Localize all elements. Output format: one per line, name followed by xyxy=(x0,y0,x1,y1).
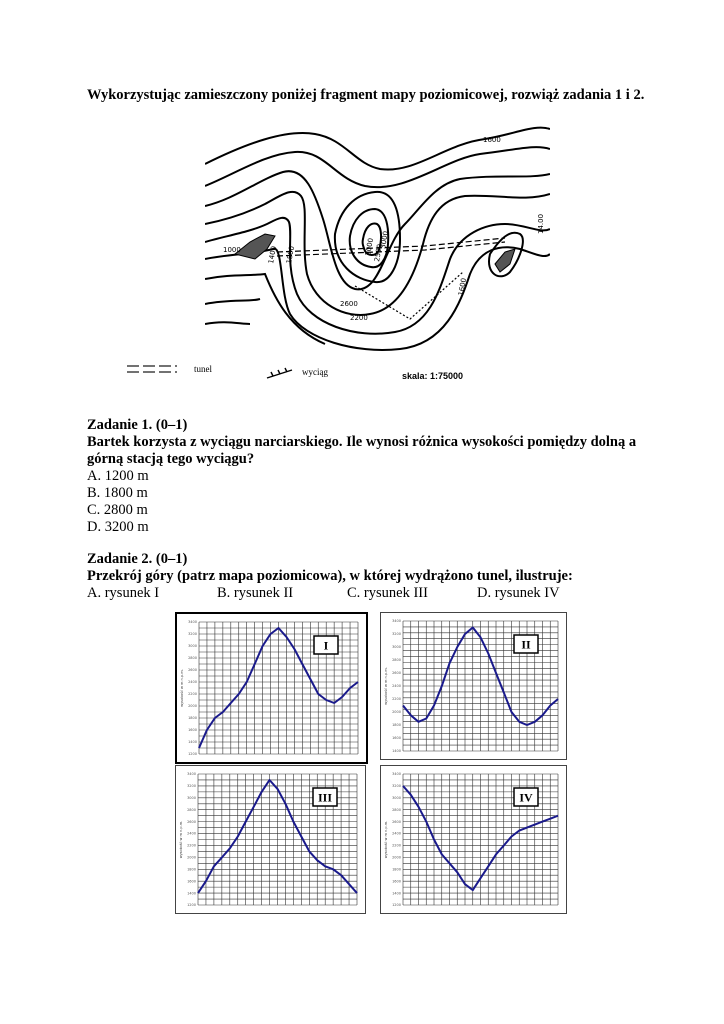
task-1-option-b[interactable]: B. 1800 m xyxy=(87,485,148,501)
task-2-option-c[interactable]: C. rysunek III xyxy=(347,585,428,601)
legend-tunnel: tunel xyxy=(194,364,212,374)
y-tick-label: 3400 xyxy=(188,620,197,625)
y-tick-label: 1600 xyxy=(392,879,401,884)
task-2-options xyxy=(87,585,667,602)
y-tick-label: 1400 xyxy=(392,891,401,896)
y-tick-label: 2200 xyxy=(187,843,196,848)
y-tick-label: 2200 xyxy=(188,692,197,697)
y-tick-label: 3000 xyxy=(392,645,401,650)
contour-label: 2600 xyxy=(340,300,358,308)
y-tick-label: 3200 xyxy=(187,784,196,789)
y-tick-label: 2000 xyxy=(187,855,196,860)
y-tick-label: 3000 xyxy=(392,796,401,801)
y-tick-label: 1800 xyxy=(187,867,196,872)
task-1-option-d[interactable]: D. 3200 m xyxy=(87,519,149,535)
y-tick-label: 1600 xyxy=(392,736,401,741)
y-tick-label: 2600 xyxy=(188,668,197,673)
task-2-option-b[interactable]: B. rysunek II xyxy=(217,585,294,601)
y-tick-label: 3000 xyxy=(187,796,196,801)
profile-chart-4 xyxy=(380,765,567,914)
task-2-heading: Zadanie 2. (0–1) xyxy=(87,551,188,567)
y-tick-label: 1600 xyxy=(188,728,197,733)
task-1-heading: Zadanie 1. (0–1) xyxy=(87,417,188,433)
legend-scale: skala: 1:75000 xyxy=(402,371,464,381)
contour-label: 3000 xyxy=(379,230,391,250)
chart-label: I xyxy=(323,638,329,653)
y-tick-label: 3400 xyxy=(392,772,401,777)
profile-chart-3 xyxy=(175,765,366,914)
y-tick-label: 1400 xyxy=(392,749,401,754)
task-1-option-c[interactable]: C. 2800 m xyxy=(87,502,148,518)
task-2-question: Przekrój góry (patrz mapa poziomicowa), w której wydrążono tunel, ilustruje: xyxy=(87,568,573,584)
contour-label: 1600 xyxy=(457,277,469,297)
y-tick-label: 1800 xyxy=(392,867,401,872)
contour-label: 1600 xyxy=(483,136,501,144)
y-tick-label: 2200 xyxy=(392,843,401,848)
y-tick-label: 2000 xyxy=(392,855,401,860)
task-2 xyxy=(87,551,667,602)
intro-text: Wykorzystując zamieszczony poniżej fragment mapy poziomicowej, rozwiąż zadania 1 i 2. xyxy=(87,87,645,103)
y-tick-label: 2400 xyxy=(392,831,401,836)
y-tick-label: 2400 xyxy=(187,831,196,836)
task-1-question: Bartek korzysta z wyciągu narciarskiego. Ile wynosi różnica wysokości pomiędzy dolną a górną stacją tego wyciągu? xyxy=(87,434,637,467)
task-1-option-a[interactable]: A. 1200 m xyxy=(87,468,149,484)
contour-label: 2200 xyxy=(350,314,368,322)
y-axis-title: wysokość w m n.p.m. xyxy=(180,669,184,707)
y-tick-label: 3400 xyxy=(187,772,196,777)
y-tick-label: 3400 xyxy=(392,619,401,624)
y-tick-label: 1800 xyxy=(392,723,401,728)
task-2-option-a[interactable]: A. rysunek I xyxy=(87,585,160,601)
y-tick-label: 2600 xyxy=(392,819,401,824)
y-tick-label: 2800 xyxy=(187,807,196,812)
chart-label: IV xyxy=(519,790,533,805)
contour-label: 14.00 xyxy=(537,213,545,234)
y-tick-label: 3200 xyxy=(392,784,401,789)
y-tick-label: 2800 xyxy=(188,656,197,661)
y-tick-label: 2200 xyxy=(392,697,401,702)
chart-label: III xyxy=(317,790,333,805)
y-tick-label: 1200 xyxy=(188,752,197,757)
y-tick-label: 2600 xyxy=(187,819,196,824)
task-2-option-d[interactable]: D. rysunek IV xyxy=(477,585,560,601)
contour-label: 1000 xyxy=(223,246,241,254)
y-tick-label: 1400 xyxy=(188,740,197,745)
profile-chart-2 xyxy=(380,612,567,760)
y-axis-title: wysokość w m n.p.m. xyxy=(384,820,388,859)
contour-label: 2000 xyxy=(364,237,376,257)
y-tick-label: 2000 xyxy=(392,710,401,715)
y-axis-title: wysokość w m n.p.m. xyxy=(384,667,388,705)
contour-label: 2500 xyxy=(373,243,385,263)
y-tick-label: 2800 xyxy=(392,807,401,812)
chart-label: II xyxy=(521,637,531,652)
y-tick-label: 1600 xyxy=(187,879,196,884)
y-tick-label: 2600 xyxy=(392,671,401,676)
y-tick-label: 1400 xyxy=(187,891,196,896)
y-tick-label: 3000 xyxy=(188,644,197,649)
y-tick-label: 1200 xyxy=(187,903,196,908)
legend-lift: wyciąg xyxy=(302,367,328,377)
y-tick-label: 2800 xyxy=(392,658,401,663)
y-tick-label: 2400 xyxy=(392,684,401,689)
map-legend xyxy=(127,358,547,388)
contour-map xyxy=(205,124,550,354)
y-tick-label: 3200 xyxy=(188,632,197,637)
y-tick-label: 3200 xyxy=(392,632,401,637)
contour-label: 1800 xyxy=(285,245,297,265)
profile-chart-1 xyxy=(175,612,368,764)
y-tick-label: 2400 xyxy=(188,680,197,685)
contour-label: 1400 xyxy=(267,245,279,265)
y-tick-label: 1200 xyxy=(392,903,401,908)
task-1 xyxy=(87,417,667,536)
y-tick-label: 2000 xyxy=(188,704,197,709)
y-axis-title: wysokość w m n.p.m. xyxy=(179,820,183,859)
y-tick-label: 1800 xyxy=(188,716,197,721)
